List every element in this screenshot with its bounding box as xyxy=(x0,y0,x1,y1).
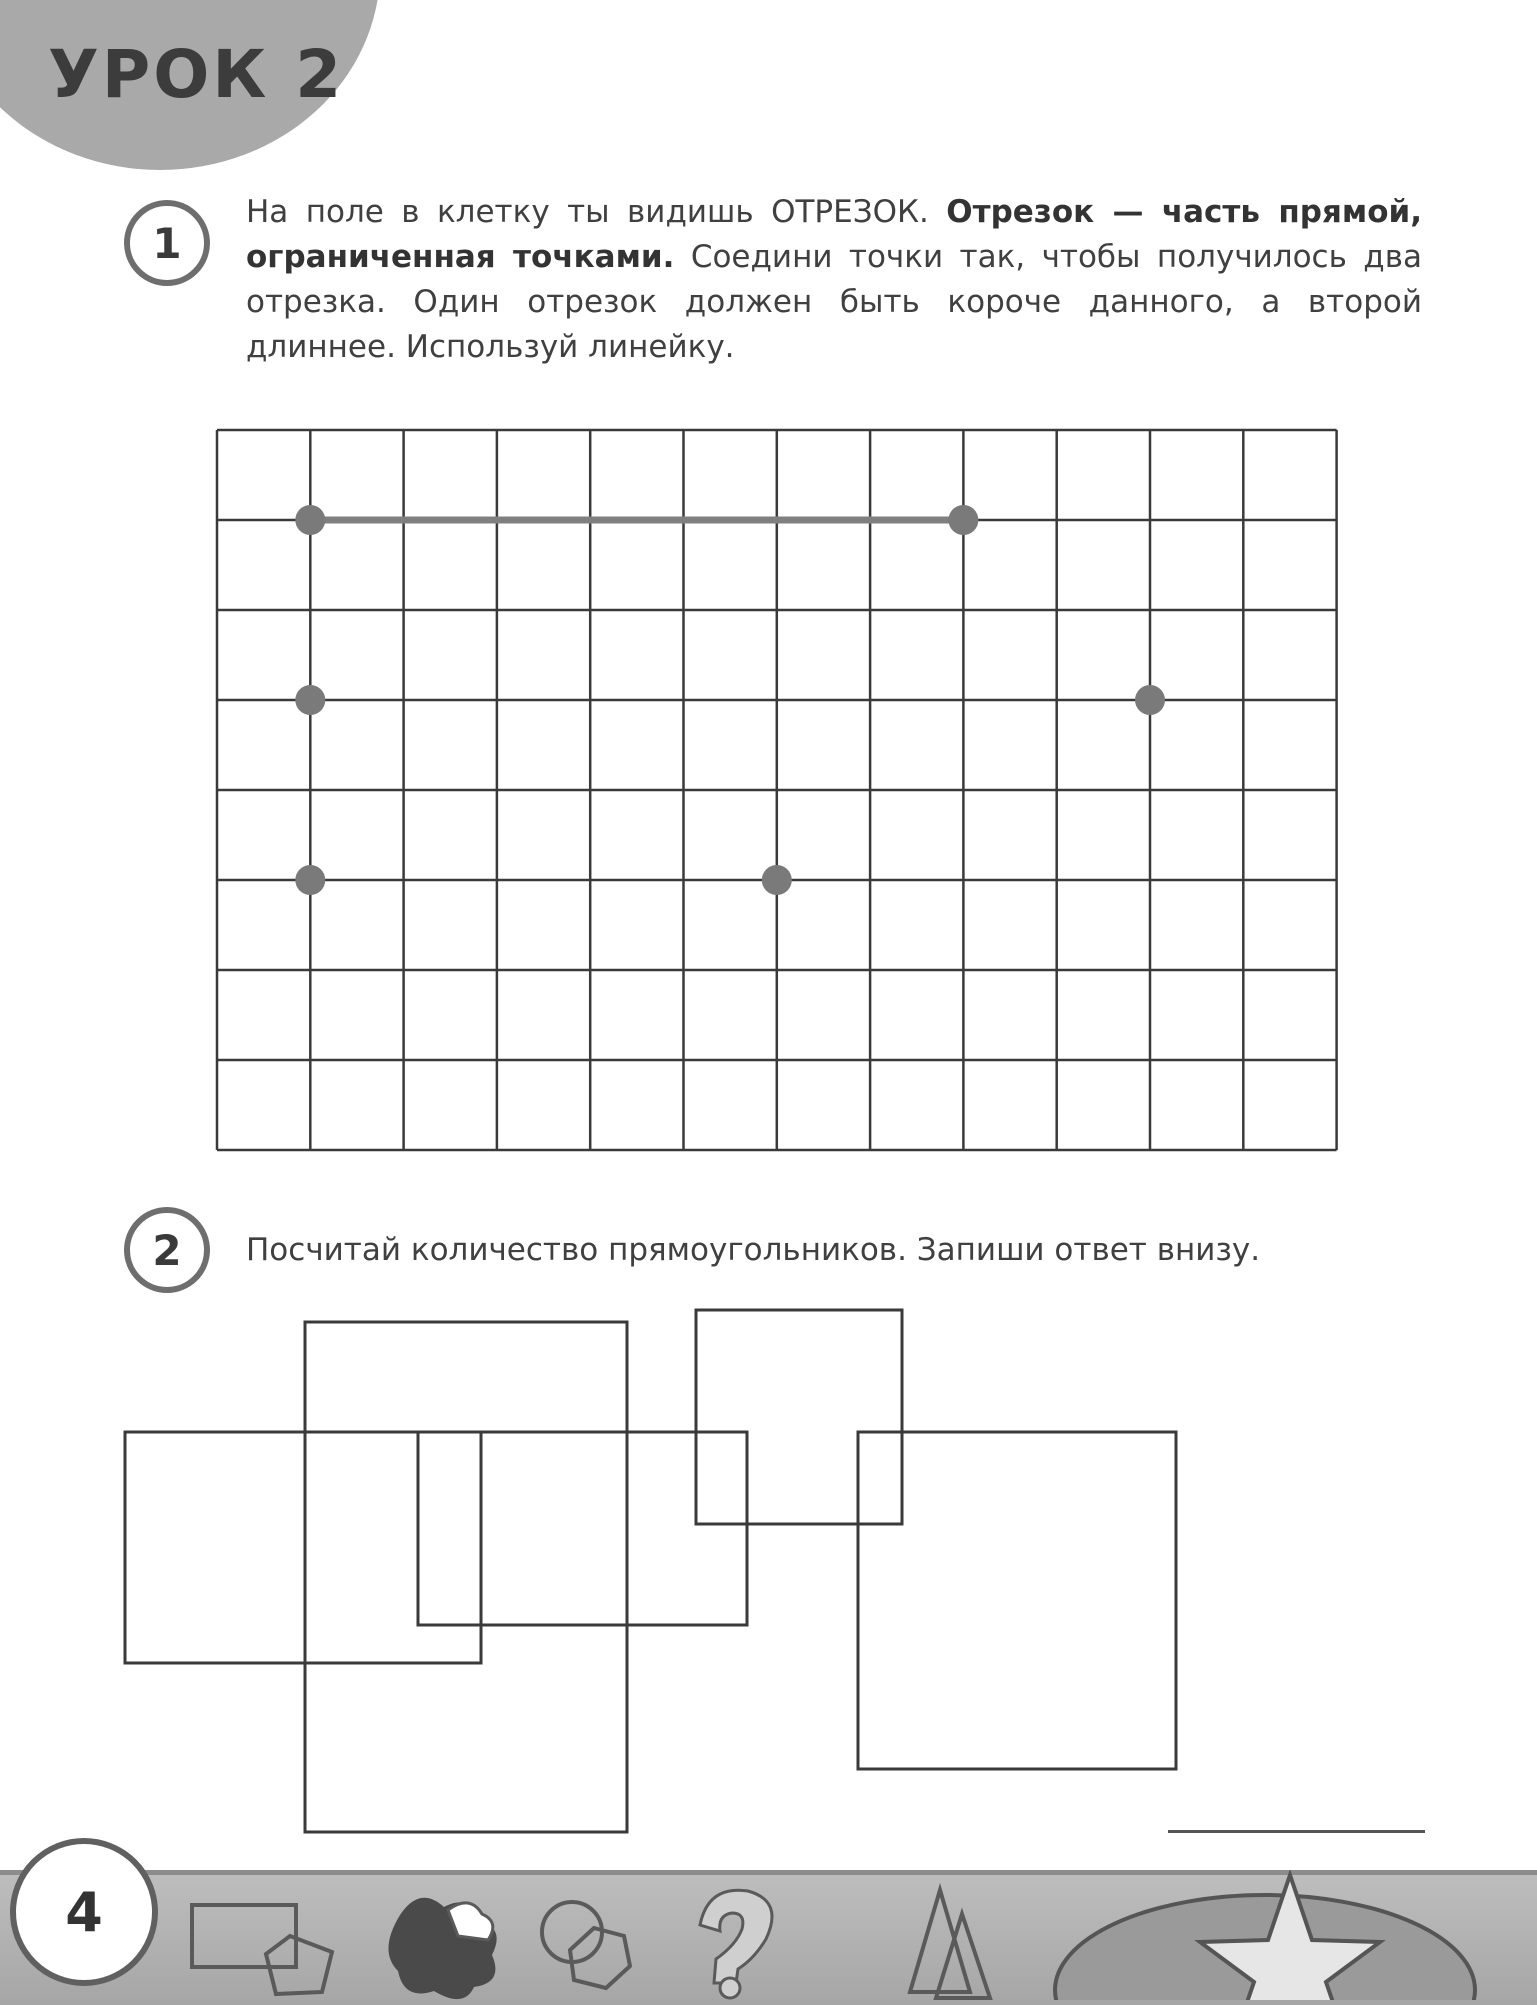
grid-point[interactable] xyxy=(1135,685,1165,715)
star-oval-icon xyxy=(1055,1875,1475,2000)
task-2-number-badge xyxy=(124,1207,210,1293)
task-1-definition: Отрезок — часть прямой, ограниченная точками. xyxy=(246,194,1423,275)
rectangles-figure xyxy=(120,1305,1190,1845)
rectangle xyxy=(125,1432,481,1663)
footer-icons xyxy=(0,1870,1537,2000)
task-1-number-badge xyxy=(124,200,210,286)
grid-point[interactable] xyxy=(295,865,325,895)
answer-line[interactable] xyxy=(1168,1830,1425,1833)
lesson-title: УРОК 2 xyxy=(48,36,345,113)
grid-point[interactable] xyxy=(295,685,325,715)
rectangle xyxy=(858,1432,1176,1769)
grid-field[interactable] xyxy=(214,427,1340,1153)
question-mark-icon xyxy=(700,1890,772,1998)
puzzle-icon xyxy=(388,1898,496,1999)
segment-endpoint xyxy=(295,505,325,535)
page-number: 4 xyxy=(65,1880,103,1944)
task-2-text: Посчитай количество прямоугольников. Запиши ответ внизу. xyxy=(246,1232,1261,1268)
task-1-instruction: Соедини точки так, чтобы получилось два отрезка. Один отрезок должен быть короче данного, а второй длиннее. Используй линейку. xyxy=(246,239,1422,365)
triangles-icon xyxy=(910,1890,990,1998)
task-1-text xyxy=(246,190,1422,370)
grid-point[interactable] xyxy=(762,865,792,895)
circle-hexagon-icon xyxy=(542,1902,630,1988)
rectangle xyxy=(418,1432,747,1625)
page-number-badge xyxy=(10,1838,158,1986)
task-1-number: 1 xyxy=(152,218,182,268)
rectangle-pentagon-icon xyxy=(192,1905,332,1994)
task-2-number: 2 xyxy=(152,1225,182,1275)
task-1-intro: На поле в клетку ты видишь ОТРЕЗОК. xyxy=(246,194,947,230)
segment-endpoint xyxy=(948,505,978,535)
rectangle xyxy=(696,1310,902,1524)
rectangle xyxy=(305,1322,627,1832)
